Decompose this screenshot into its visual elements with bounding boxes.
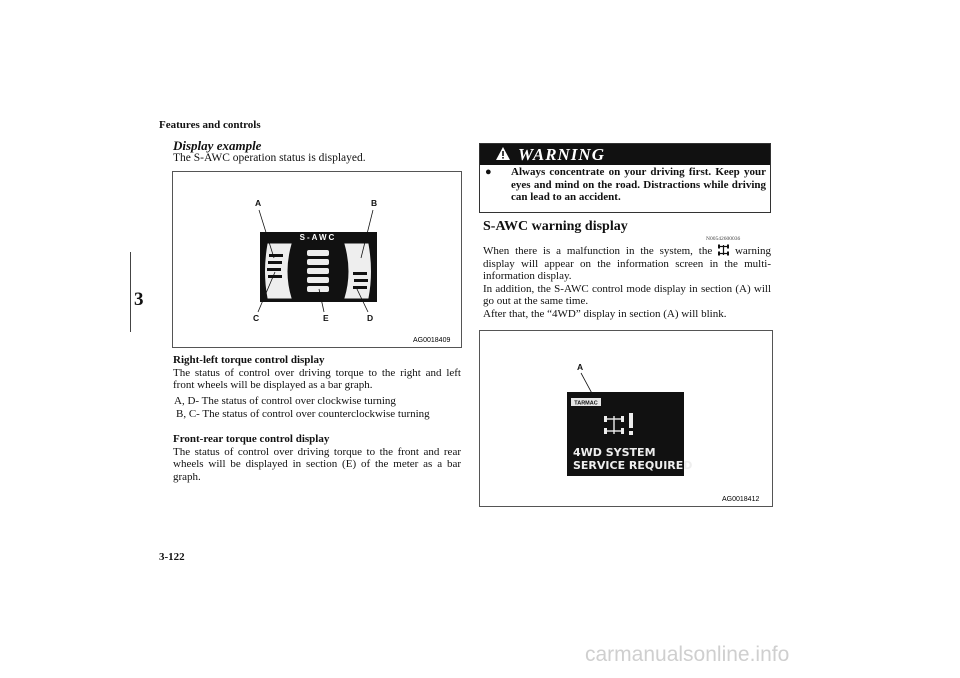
right-left-section (173, 354, 461, 392)
right-torque-bars (353, 272, 368, 289)
callout-c: C (253, 313, 260, 323)
chapter-tab-rule (130, 252, 131, 332)
drivetrain-warning-icon (718, 244, 729, 256)
exclamation-icon (629, 413, 633, 428)
p1-text-before: When there is a malfunction in the system, the (483, 245, 713, 257)
swc-warning-code: N00542600036 (706, 236, 741, 242)
front-rear-section (173, 433, 461, 483)
warning-text: Always concentrate on your driving first. Keep your eyes and mind on the road. Distractions while driving can lead to an accident. (511, 166, 766, 203)
chapter-number: 3 (134, 289, 144, 310)
section-header: Features and controls (159, 119, 261, 131)
right-left-title: Right-left torque control display (173, 354, 325, 366)
s-awc-meter-figure (172, 171, 462, 348)
display-example-heading: Display example (173, 138, 262, 153)
message-line-2: SERVICE REQUIRED (573, 459, 693, 472)
item-keys: B, C- (176, 408, 200, 420)
callout-e: E (323, 313, 329, 323)
warning-display-illustration (480, 331, 772, 506)
watermark: carmanualsonline.info (585, 643, 790, 666)
display-example-intro: The S-AWC operation status is displayed. (173, 152, 366, 164)
callout-a: A (255, 198, 262, 208)
swc-warning-title: S-AWC warning display (483, 219, 628, 234)
swc-warning-p3: After that, the “4WD” display in section (A) will blink. (483, 307, 727, 320)
callout-d: D (367, 313, 374, 323)
figure-code: AG0018409 (413, 337, 451, 344)
s-awc-logo: S-AWC (299, 233, 337, 242)
message-line-1: 4WD SYSTEM (573, 446, 656, 459)
warning-title: WARNING (518, 145, 605, 164)
bullet-icon: ● (485, 166, 492, 178)
swc-warning-p2: In addition, the S-AWC control mode display in section (A) will go out at the same time. (483, 282, 771, 307)
mode-label: TARMAC (574, 400, 598, 407)
warning-display-figure (479, 330, 773, 507)
s-awc-meter-illustration (173, 172, 461, 347)
list-item (174, 395, 396, 408)
right-left-body: The status of control over driving torque to the right and left front wheels will be displayed as a bar graph. (173, 366, 461, 391)
front-rear-title: Front-rear torque control display (173, 433, 330, 445)
item-text: The status of control over counterclockwise turning (202, 408, 430, 420)
p1-text-after: warning display will appear on the information screen in the multi-information display. (483, 245, 771, 282)
item-text: The status of control over clockwise turning (201, 395, 396, 407)
figure-code: AG0018412 (722, 496, 760, 503)
callout-a: A (577, 362, 584, 372)
callout-b: B (371, 198, 378, 208)
swc-warning-body (483, 244, 771, 320)
swc-warning-p1 (483, 244, 771, 283)
front-rear-body: The status of control over driving torque to the front and rear wheels will be displayed in section (E) of the meter as a bar graph. (173, 445, 461, 483)
warning-triangle-icon (496, 147, 510, 160)
warning-box (479, 143, 771, 213)
page-number: 3-122 (159, 551, 185, 563)
item-keys: A, D- (174, 395, 200, 407)
warning-header (480, 144, 770, 165)
list-item (176, 408, 430, 421)
